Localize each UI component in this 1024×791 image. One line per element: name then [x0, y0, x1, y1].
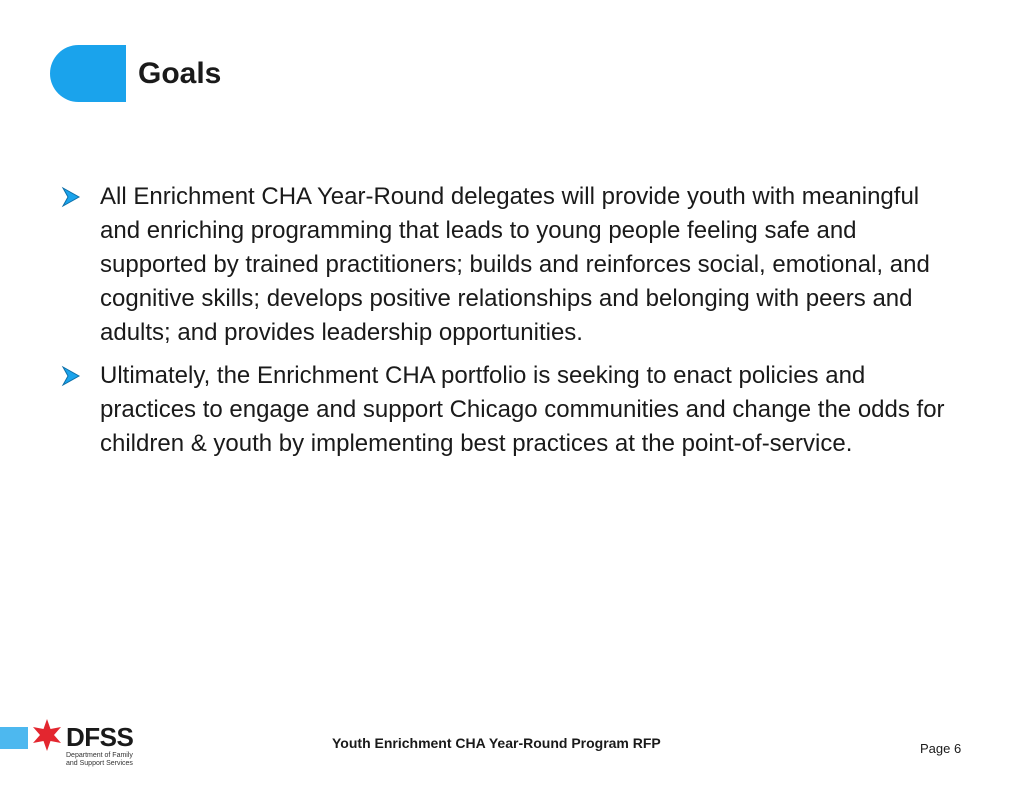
bullet-text: Ultimately, the Enrichment CHA portfolio is seeking to enact policies and practices to engage and support Chicago communities and change the odds for children & youth by implementing best practices at the point-of-service. [100, 362, 945, 457]
title-accent-shape [50, 45, 126, 102]
star-icon [30, 718, 64, 752]
page-number: Page 6 [920, 741, 962, 756]
bullet-item [60, 359, 960, 461]
footer-document-title: Youth Enrichment CHA Year-Round Program RFP [332, 735, 661, 751]
arrow-bullet-icon [60, 365, 82, 387]
bullet-list [60, 180, 960, 470]
logo-wordmark: DFSS [66, 722, 134, 752]
arrow-bullet-icon [60, 186, 82, 208]
bullet-text: All Enrichment CHA Year-Round delegates will provide youth with meaningful and enriching programming that leads to young people feeling safe and supported by trained practitioners; builds and reinforces social, emotional, and cognitive skills; develops positive relationships and belonging with peers and adults; and provides leadership opportunities. [100, 183, 930, 346]
logo-subtitle: Department of Family and Support Services [66, 752, 133, 767]
bullet-item [60, 180, 960, 350]
slide-title: Goals [138, 57, 222, 90]
logo-accent-bar [0, 727, 28, 749]
